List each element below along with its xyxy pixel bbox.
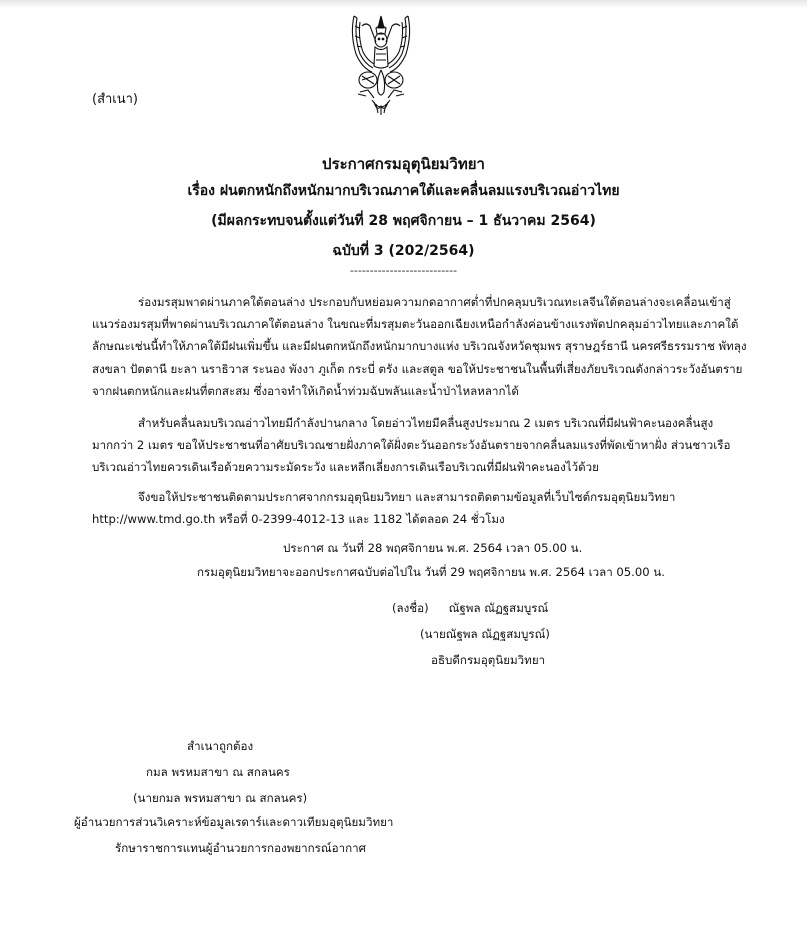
certifier-position: ผู้อำนวยการส่วนวิเคราะห์ข้อมูลเรดาร์และดาวเทียมอุตุนิยมวิทยา [74,815,394,829]
paragraph-line: ลักษณะเช่นนี้ทำให้ภาคใต้มีฝนเพิ่มขึ้น และมีฝนตกหนักถึงหนักมากบางแห่ง บริเวณจังหวัดชุมพร สุราษฎร์ธานี นครศรีธรรมราช พัทลุง [92,339,747,354]
paragraph-line: บริเวณอ่าวไทยควรเดินเรือด้วยความระมัดระวัง และหลีกเลี่ยงการเดินเรือบริเวณที่มีฝนฟ้าคะนองไว้ด้วย [92,460,599,475]
announcement-subject: เรื่อง ฝนตกหนักถึงหนักมากบริเวณภาคใต้และคลื่นลมแรงบริเวณอ่าวไทย [187,183,620,199]
paragraph-contact [92,486,730,530]
copy-label: (สำเนา) [92,92,139,107]
signer-name: ณัฐพล ณัฏฐสมบูรณ์ [448,601,549,615]
announcement-title: ประกาศกรมอุตุนิยมวิทยา [322,155,485,173]
paragraph-line: จึงขอให้ประชาชนติดตามประกาศจากกรมอุตุนิยมวิทยา และสามารถติดตามข้อมูลที่เว็บไซต์กรมอุตุนิยมวิทยา [138,490,676,504]
certifier-name: กมล พรหมสาขา ณ สกลนคร [146,765,290,779]
paragraph-line: สงขลา ปัตตานี ยะลา นราธิวาส ระนอง พังงา ภูเก็ต กระบี่ ตรัง และสตูล ขอให้ประชาชนในพื้นที่เสี่ยงภัยบริเวณดังกล่าวระวังอันตราย [92,361,743,376]
paragraph-line: แนวร่องมรสุมที่พาดผ่านบริเวณภาคใต้ตอนล่าง ในขณะที่มรสุมตะวันออกเฉียงเหนือกำลังค่อนข้างแรงพัดปกคลุมอ่าวไทยและภาคใต้ [92,317,739,332]
page-top-shadow [0,0,807,8]
paragraph-line: http://www.tmd.go.th หรือที่ 0-2399-4012-13 และ 1182 ได้ตลอด 24 ชั่วโมง [92,512,505,527]
certifier-full-name: (นายกมล พรหมสาขา ณ สกลนคร) [133,791,308,805]
paragraph-rain [92,291,747,402]
title-separator: --------------------------- [349,264,458,277]
garuda-emblem-icon [348,14,414,116]
certifier-acting-position: รักษาราชการแทนผู้อำนวยการกองพยากรณ์อากาศ [115,841,367,855]
paragraph-line: สำหรับคลื่นลมบริเวณอ่าวไทยมีกำลังปานกลาง โดยอ่าวไทยมีคลื่นสูงประมาณ 2 เมตร บริเวณที่มีฝนฟ้าคะนองคลื่นสูง [138,416,714,430]
certified-copy-label: สำเนาถูกต้อง [187,739,254,753]
signature-line [392,600,548,618]
paragraph-line: จากฝนตกหนักและฝนที่ตกสะสม ซึ่งอาจทำให้เกิดน้ำท่วมฉับพลันและน้ำป่าไหลหลากได้ [92,383,519,398]
paragraph-line: มากกว่า 2 เมตร ขอให้ประชาชนที่อาศัยบริเวณชายฝั่งภาคใต้ฝั่งตะวันออกระวังอันตรายจากคลื่นลมแรงที่พัดเข้าหาฝั่ง ส่วนชาวเรือ [92,438,731,453]
next-issue-datetime: กรมอุตุนิยมวิทยาจะออกประกาศฉบับต่อไปใน วันที่ 29 พฤศจิกายน พ.ศ. 2564 เวลา 05.00 น. [197,565,665,579]
signer-position: อธิบดีกรมอุตุนิยมวิทยา [431,653,546,667]
paragraph-line: ร่องมรสุมพาดผ่านภาคใต้ตอนล่าง ประกอบกับหย่อมความกดอากาศต่ำที่ปกคลุมบริเวณทะเลจีนใต้ตอนล่างจะเคลื่อนเข้าสู่ [138,295,731,309]
signer-full-name: (นายณัฐพล ณัฏฐสมบูรณ์) [420,627,550,641]
issue-number: ฉบับที่ 3 (202/2564) [332,243,475,259]
signed-label: (ลงชื่อ) [392,601,429,615]
paragraph-waves [92,412,730,479]
effect-period: (มีผลกระทบจนตั้งแต่วันที่ 28 พฤศจิกายน – 1 ธันวาคม 2564) [211,213,596,229]
issued-datetime: ประกาศ ณ วันที่ 28 พฤศจิกายน พ.ศ. 2564 เวลา 05.00 น. [283,541,583,555]
